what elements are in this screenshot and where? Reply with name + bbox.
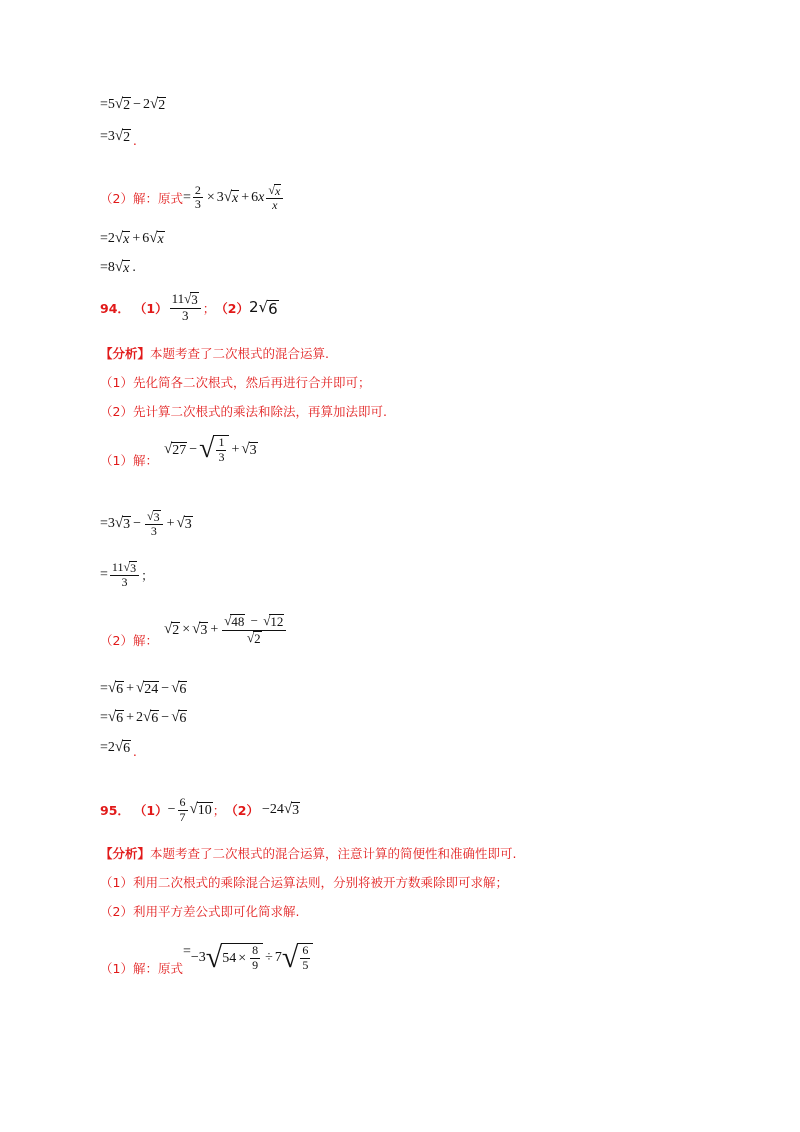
- answer-radical: −24 √ 3: [261, 800, 300, 818]
- equals-sign: =: [100, 739, 108, 755]
- equals-sign: =: [100, 128, 108, 144]
- radical: √ 27: [163, 440, 187, 458]
- math-step: [100, 676, 187, 702]
- coefficient: 3: [216, 189, 224, 205]
- coefficient: 8: [107, 259, 115, 275]
- radical: √ 2: [150, 95, 166, 113]
- analysis-line: （2）先计算二次根式的乘法和除法，再算加法即可.: [100, 404, 387, 419]
- coefficient: 2: [107, 230, 115, 246]
- radical: √ 24: [136, 679, 159, 697]
- period: .: [132, 259, 136, 275]
- radical: √ 3: [176, 514, 192, 532]
- part-label: （2）解：原式: [100, 191, 183, 206]
- equals-sign: =: [100, 709, 108, 725]
- question-94-answers: [100, 288, 279, 328]
- coefficient: 7: [274, 950, 282, 965]
- plus-sign: +: [231, 442, 240, 457]
- radical: √ 6: [114, 738, 131, 756]
- plus-sign: +: [166, 515, 175, 531]
- radical: √ 3: [241, 440, 257, 458]
- fraction: √ 48 − √ 12 √ 2: [222, 614, 286, 646]
- plus-sign: +: [210, 622, 219, 637]
- math-step: [100, 124, 137, 150]
- variable: x: [258, 189, 265, 205]
- radical-fraction: √ $\frac{6}{5}$: [282, 943, 313, 973]
- question-95-answers: [100, 790, 300, 830]
- coefficient: 2: [143, 96, 151, 112]
- radical: √ x: [114, 229, 130, 247]
- radical: √ 3: [114, 514, 131, 532]
- coefficient: 2: [107, 739, 115, 755]
- answer-fraction: 11 √ 3 3: [170, 292, 201, 323]
- plus-sign: +: [241, 189, 250, 205]
- math-step: [100, 176, 285, 220]
- equals-sign: =: [100, 259, 108, 275]
- part-label: （2）: [225, 803, 259, 818]
- period: .: [133, 744, 137, 760]
- coefficient: 3: [107, 128, 115, 144]
- times-sign: ×: [182, 622, 191, 637]
- plus-sign: +: [126, 709, 135, 725]
- analysis-heading: [100, 840, 517, 866]
- answer-expression: − $\frac{6}{7}$ √ 10: [167, 794, 212, 824]
- plus-sign: +: [126, 680, 135, 696]
- math-step: [100, 92, 166, 118]
- radical: √ 2: [114, 127, 131, 145]
- separator: ；: [202, 301, 216, 316]
- part-label: （2）解：: [100, 633, 158, 648]
- equals-sign: =: [100, 515, 108, 531]
- part-label: （2）: [215, 301, 249, 316]
- coefficient: 2: [136, 709, 144, 725]
- math-step: [100, 255, 136, 281]
- radical: √ 6: [107, 708, 124, 726]
- equals-sign: =: [182, 944, 191, 959]
- radical-fraction: √ $\frac{1}{3}$: [199, 435, 229, 465]
- plus-sign: +: [132, 230, 141, 246]
- part-label: （1）: [133, 301, 168, 316]
- minus-sign: −: [161, 709, 170, 725]
- radical: √ 6: [107, 679, 124, 697]
- analysis-text: 本题考查了二次根式的混合运算.: [150, 346, 329, 361]
- equals-sign: =: [100, 96, 108, 112]
- minus-sign: −: [161, 680, 170, 696]
- math-step: [100, 735, 137, 761]
- equals-sign: =: [100, 566, 108, 582]
- fraction: 11 √ 3 3: [110, 561, 139, 590]
- times-sign: ×: [206, 189, 215, 205]
- radical: √ 3: [192, 620, 208, 638]
- period: .: [133, 133, 137, 149]
- radical-expression: √ 54 × $\frac{8}{9}$: [206, 943, 263, 973]
- equals-sign: =: [100, 230, 108, 246]
- minus-sign: −: [133, 96, 142, 112]
- radical: √ x: [114, 258, 130, 276]
- minus-sign: −: [190, 950, 199, 965]
- analysis-line: （1）利用二次根式的乘除混合运算法则，分别将被开方数乘除即可求解；: [100, 875, 508, 890]
- math-step: [100, 226, 165, 252]
- radical: √ x: [223, 188, 239, 206]
- radical: √ 6: [143, 708, 159, 726]
- fraction: √ x x: [266, 184, 283, 213]
- radical: √ 6: [171, 679, 187, 697]
- coefficient: 6: [251, 189, 259, 205]
- minus-sign: −: [133, 515, 142, 531]
- semicolon: ；: [141, 567, 154, 583]
- analysis-line: （2）利用平方差公式即可化简求解.: [100, 904, 300, 919]
- separator: ；: [212, 803, 226, 818]
- fraction: $\frac{2}{3}$: [194, 182, 201, 212]
- part-label: （1）解：: [100, 453, 158, 468]
- radical: √ 2: [114, 95, 131, 113]
- coefficient: 5: [107, 96, 115, 112]
- math-step: [100, 705, 187, 731]
- math-step: [100, 504, 193, 544]
- divide-sign: ÷: [265, 950, 273, 965]
- solution-part-1: [100, 433, 258, 482]
- question-number: 94．: [100, 301, 130, 316]
- radical: √ x: [149, 229, 164, 247]
- solution-part-1: [100, 936, 313, 980]
- coefficient: 3: [198, 950, 206, 965]
- radical: √ 6: [171, 708, 187, 726]
- coefficient: 6: [142, 230, 150, 246]
- minus-sign: −: [189, 442, 198, 457]
- analysis-text: 本题考查了二次根式的混合运算，注意计算的简便性和准确性即可.: [150, 846, 517, 861]
- analysis-heading: [100, 340, 329, 366]
- answer-radical: 2 √ 6: [249, 298, 278, 319]
- part-label: （1）解：原式: [100, 961, 183, 976]
- part-label: （1）: [133, 803, 168, 818]
- question-number: 95．: [100, 803, 130, 818]
- math-step: [100, 555, 154, 595]
- solution-part-2: [100, 608, 288, 652]
- analysis-tag: 【分析】: [100, 346, 151, 361]
- radical: √ 2: [163, 620, 180, 638]
- coefficient: 3: [107, 515, 115, 531]
- analysis-tag: 【分析】: [100, 846, 151, 861]
- analysis-line: （1）先化简各二次根式，然后再进行合并即可；: [100, 375, 371, 390]
- equals-sign: =: [100, 680, 108, 696]
- fraction: √ 3 3: [145, 510, 163, 539]
- equals-sign: =: [182, 189, 191, 205]
